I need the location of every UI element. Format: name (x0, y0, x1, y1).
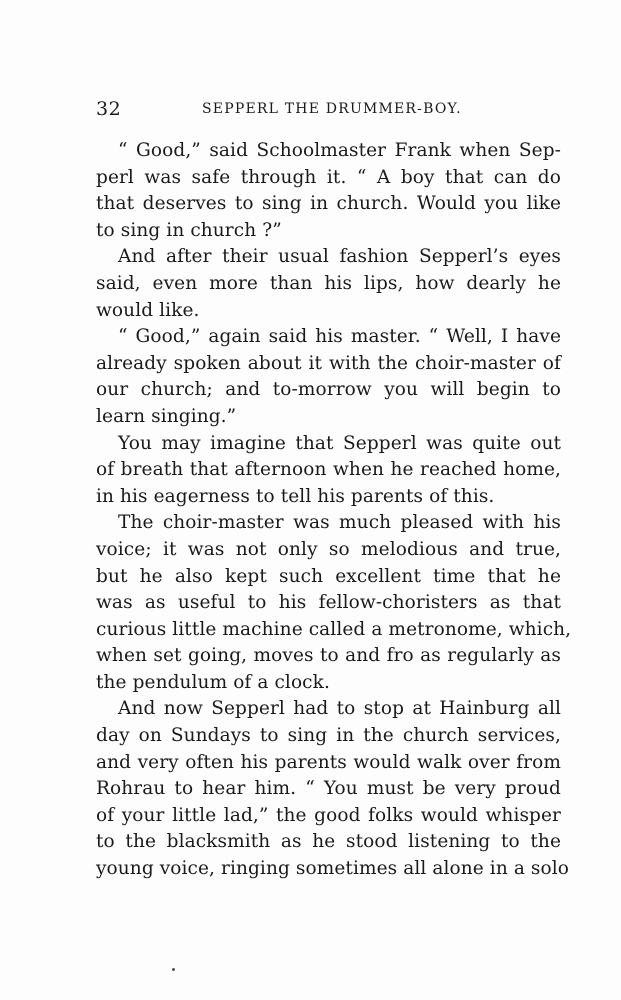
text-line: already spoken about it with the choir-master of (96, 352, 561, 374)
text-line: to the blacksmith as he stood listening to the (96, 831, 561, 853)
text-line: but he also kept such excellent time that he (96, 565, 561, 587)
text-line: And after their usual fashion Sepperl’s eyes (118, 246, 561, 268)
print-speck (172, 968, 175, 971)
text-line: learn singing.” (96, 405, 237, 427)
text-line: young voice, ringing sometimes all alone in a solo (96, 858, 570, 880)
text-line: day on Sundays to sing in the church services, (96, 725, 561, 747)
text-line: and very often his parents would walk over from (96, 751, 561, 773)
text-line: in his eagerness to tell his parents of this. (96, 485, 495, 507)
text-line: Rohrau to hear him. “ You must be very proud (96, 778, 561, 800)
text-line: The choir-master was much pleased with his (118, 512, 561, 534)
text-line: curious little machine called a metronome, which, (96, 618, 572, 640)
text-line: of breath that afternoon when he reached home, (96, 459, 561, 481)
text-line: perl was safe through it. “ A boy that can do (96, 166, 561, 188)
text-line: the pendulum of a clock. (96, 671, 330, 693)
text-line: to sing in church ?” (96, 219, 282, 241)
text-line: would like. (96, 299, 200, 321)
text-line: You may imagine that Sepperl was quite out (118, 432, 561, 454)
text-line: voice; it was not only so melodious and true, (96, 538, 561, 560)
text-line: And now Sepperl had to stop at Hainburg all (118, 698, 561, 720)
text-line: “ Good,” said Schoolmaster Frank when Sep- (118, 140, 561, 161)
body-text (96, 138, 572, 883)
text-line: “ Good,” again said his master. “ Well, I have (118, 326, 561, 348)
text-line: of your little lad,” the good folks would whisper (96, 804, 561, 826)
text-line: said, even more than his lips, how dearly he (96, 272, 561, 294)
text-line: our church; and to-morrow you will begin to (96, 379, 561, 401)
text-line: when set going, moves to and fro as regularly as (96, 645, 561, 667)
page-header (96, 98, 556, 122)
page-number: 32 (96, 98, 122, 120)
running-title: SEPPERL THE DRUMMER-BOY. (202, 101, 462, 117)
text-line: that deserves to sing in church. Would you like (96, 193, 561, 215)
text-line: was as useful to his fellow-choristers as that (96, 592, 561, 614)
